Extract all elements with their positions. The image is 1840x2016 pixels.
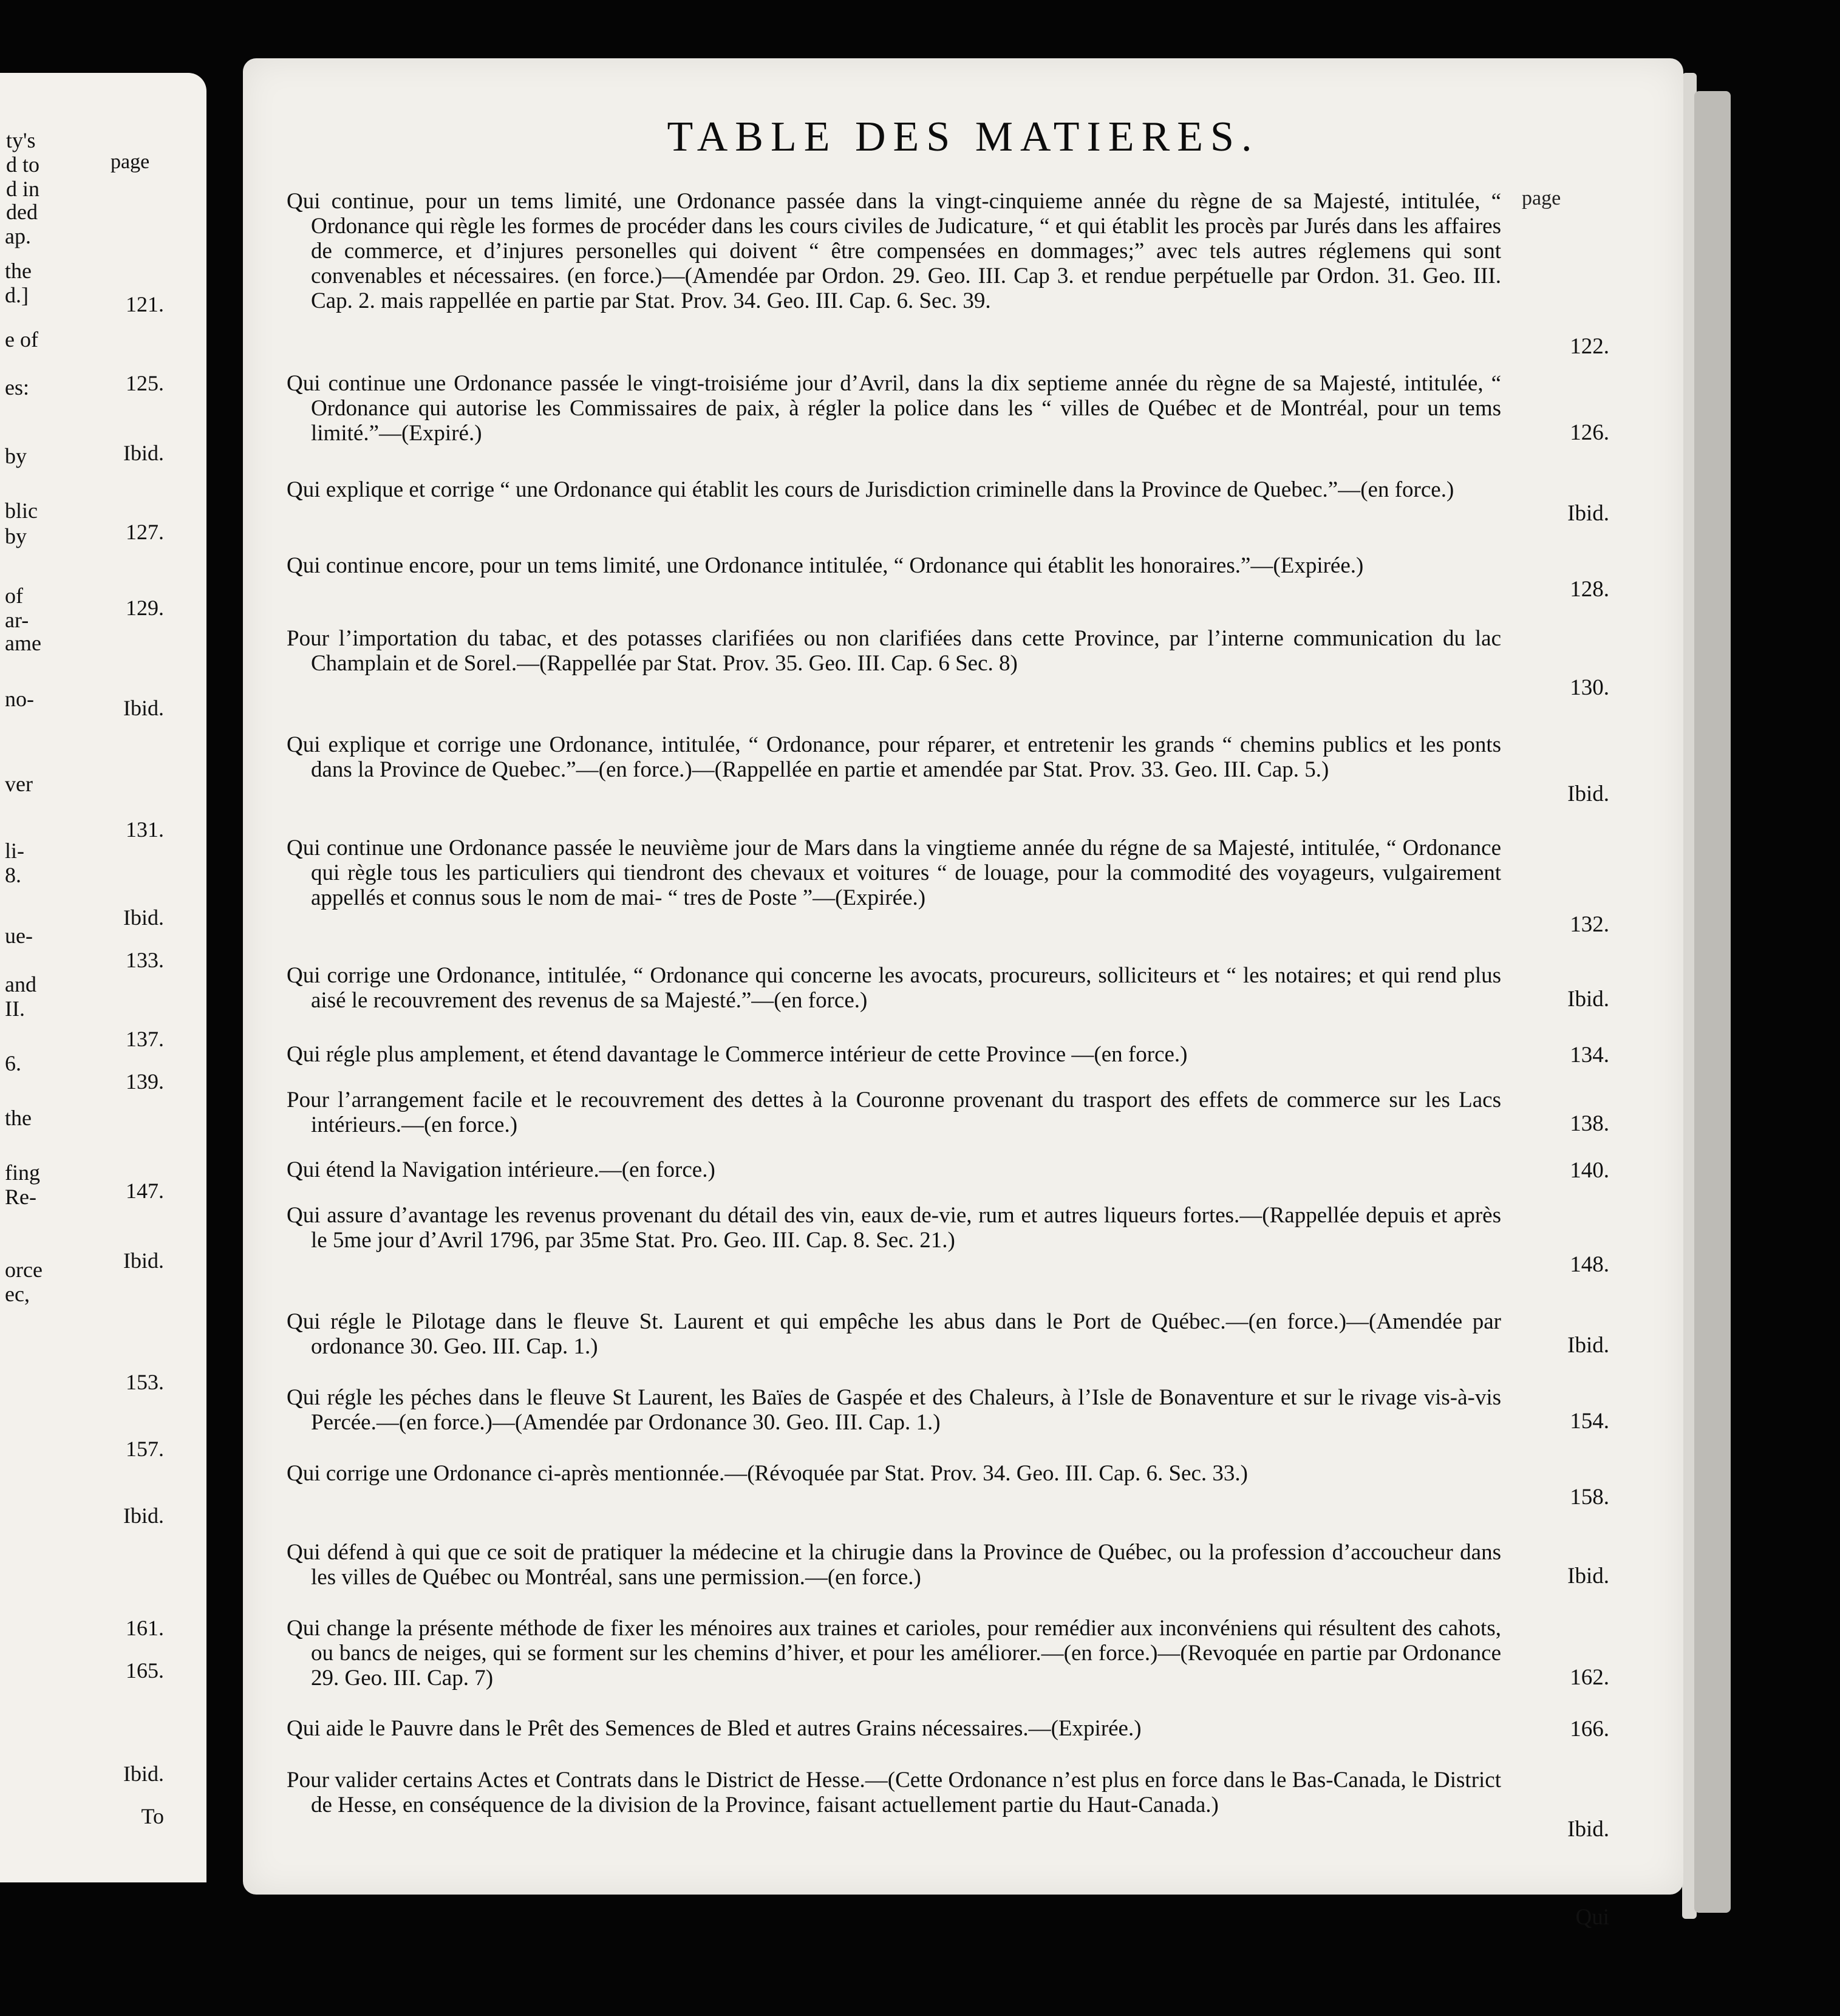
left-page-line: ar- (5, 608, 29, 632)
toc-entry (287, 1042, 1501, 1067)
toc-entry (287, 1616, 1501, 1691)
toc-entry-text: Qui corrige une Ordonance ci-après mentionnée.—(Révoquée par Stat. Prov. 34. Geo. III. Cap. 6. Sec. 33.) (287, 1461, 1248, 1486)
toc-entry (287, 371, 1501, 446)
left-page-number: 165. (126, 1658, 164, 1683)
left-page-number: 153. (126, 1370, 164, 1394)
toc-page-number: Ibid. (1567, 1817, 1609, 1842)
toc-entry (287, 1157, 1501, 1182)
left-page-header-label: page (111, 151, 150, 173)
left-page-line: II. (5, 996, 25, 1021)
toc-entry-text: Qui régle les péches dans le fleuve St Laurent, les Baïes de Gaspée et des Chaleurs, à l’Isle de Bonaventure et sur le rivage vis-à-vis Percée.—(en force.)—(Amendée par Ordonance 30. Geo. III. Cap. 1.) (287, 1385, 1501, 1435)
toc-entry (287, 189, 1501, 313)
left-page-line: no- (5, 687, 34, 711)
left-page-line: ue- (5, 924, 33, 948)
toc-entry-text: Pour l’arrangement facile et le recouvrement des dettes à la Couronne provenant du trasport des effets de commerce sur les Lacs intérieurs.—(en force.) (287, 1088, 1501, 1137)
toc-entry-text: Qui aide le Pauvre dans le Prêt des Semences de Bled et autres Grains nécessaires.—(Expirée.) (287, 1716, 1142, 1741)
left-page-line: Re- (5, 1185, 36, 1209)
toc-page-number: 126. (1570, 420, 1609, 445)
left-page-line: ame (5, 631, 41, 655)
left-page-line: ded (6, 200, 38, 224)
page-column-header: page (1522, 187, 1561, 209)
toc-page-number: 138. (1570, 1111, 1609, 1136)
toc-page-number: 148. (1570, 1252, 1609, 1277)
toc-page-number: 132. (1570, 912, 1609, 937)
left-page-number: Ibid. (123, 1503, 164, 1528)
toc-entry-text: Qui continue une Ordonance passée le vingt-troisiéme jour d’Avril, dans la dix septieme année du règne de sa Majesté, intitulée, “ Ordonance qui autorise les Commissaires de paix, à régler la police dans les “ villes de Québec et de Montréal, pour un tems limité.”—(Expiré.) (287, 371, 1501, 446)
left-page-number: Ibid. (123, 696, 164, 720)
toc-entry-text: Qui régle plus amplement, et étend davantage le Commerce intérieur de cette Province —(en force.) (287, 1042, 1188, 1067)
left-page-line: of (5, 584, 23, 608)
toc-entry (287, 1768, 1501, 1817)
toc-entry-text: Qui continue une Ordonance passée le neuvième jour de Mars dans la vingtieme année du régne de sa Majesté, intitulée, “ Ordonance qui règle tous les particuliers qui tiendront des chevaux et voitures “ de louage, pour la commodité des voyageurs, vulgairement appellés et connus sous le nom de mai- “ tres de Poste ”—(Expirée.) (287, 836, 1501, 910)
toc-page-number: Ibid. (1567, 782, 1609, 806)
toc-entry-text: Qui explique et corrige une Ordonance, intitulée, “ Ordonance, pour réparer, et entretenir les grands “ chemins publics et les ponts dans la Province de Quebec.”—(en force.)—(Rappellée en partie et amendée par Stat. Prov. 33. Geo. III. Cap. 5.) (287, 732, 1501, 782)
toc-entry (287, 1716, 1501, 1741)
toc-entry (287, 553, 1501, 578)
toc-entry (287, 1461, 1501, 1486)
toc-entry-text: Qui régle le Pilotage dans le fleuve St. Laurent et qui empêche les abus dans le Port de Québec.—(en force.)—(Amendée par ordonance 30. Geo. III. Cap. 1.) (287, 1309, 1501, 1359)
toc-entry (287, 1203, 1501, 1253)
toc-entry (287, 1540, 1501, 1590)
toc-entry-text: Qui continue encore, pour un tems limité, une Ordonance intitulée, “ Ordonance qui établit les honoraires.”—(Expirée.) (287, 553, 1364, 578)
table-of-contents-page (243, 58, 1683, 1930)
toc-entry (287, 626, 1501, 676)
book-edge (1694, 91, 1731, 1913)
left-page-line: the (5, 259, 32, 283)
left-page-number: Ibid. (123, 1762, 164, 1786)
toc-entry (287, 1309, 1501, 1359)
left-page-number: Ibid. (123, 905, 164, 930)
toc-page-number: 162. (1570, 1665, 1609, 1690)
toc-entry (287, 1088, 1501, 1137)
left-page-number: Ibid. (123, 441, 164, 465)
toc-entry-text: Pour valider certains Actes et Contrats dans le District de Hesse.—(Cette Ordonance n’est plus en force dans le Bas-Canada, le District de Hesse, en conséquence de la division de la Province, faisant actuellement partie du Haut-Canada.) (287, 1768, 1501, 1817)
left-page-number: 139. (126, 1069, 164, 1094)
left-page-line: and (5, 972, 36, 996)
toc-entry-text: Qui change la présente méthode de fixer les ménoires aux traines et carioles, pour remédier aux inconvéniens qui résultent des cahots, ou bancs de neiges, qui se forment sur les chemins d’hiver, et pour les améliorer.—(en force.)—(Revoquée en partie par Ordonance 29. Geo. III. Cap. 7) (287, 1616, 1501, 1691)
left-page-line: orce (5, 1258, 43, 1282)
left-page-line: blic (5, 499, 38, 523)
toc-entry-text: Pour l’importation du tabac, et des potasses clarifiées ou non clarifiées dans cette Province, par l’interne communication du lac Champlain et de Sorel.—(Rappellée par Stat. Prov. 35. Geo. III. Cap. 6 Sec. 8) (287, 626, 1501, 676)
toc-page-number: Ibid. (1567, 501, 1609, 526)
left-page-line: 8. (5, 863, 21, 887)
toc-entry-text: Qui défend à qui que ce soit de pratiquer la médecine et la chirugie dans la Province de Québec, ou la profession d’accoucheur dans les villes de Québec ou Montréal, sans une permission.—(en force.) (287, 1540, 1501, 1590)
toc-entry (287, 1385, 1501, 1435)
toc-entry (287, 732, 1501, 782)
left-page-line: d in (6, 177, 40, 201)
toc-page-number: 154. (1570, 1409, 1609, 1434)
left-page-number: 137. (126, 1027, 164, 1051)
toc-entry-text: Qui assure d’avantage les revenus provenant du détail des vin, eaux de-vie, rum et autres liqueurs fortes.—(Rappellée depuis et après le 5me jour d’Avril 1796, par 35me Stat. Pro. Geo. III. Cap. 8. Sec. 21.) (287, 1203, 1501, 1253)
left-page-number: 121. (126, 292, 164, 316)
left-page-number: 161. (126, 1616, 164, 1640)
left-page-number: 157. (126, 1437, 164, 1461)
left-page-number: 131. (126, 817, 164, 842)
toc-page-number: Ibid. (1567, 1564, 1609, 1589)
toc-page-number: 140. (1570, 1158, 1609, 1183)
left-page-number: To (141, 1804, 164, 1828)
catchword: Qui (1575, 1905, 1609, 1930)
left-page-line: the (5, 1106, 32, 1130)
toc-page-number: 130. (1570, 675, 1609, 700)
left-page-line: ap. (5, 224, 31, 248)
toc-entry-text: Qui explique et corrige “ une Ordonance qui établit les cours de Jurisdiction criminelle dans la Province de Quebec.”—(en force.) (287, 477, 1454, 502)
toc-page-number: 134. (1570, 1043, 1609, 1068)
toc-entry (287, 836, 1501, 910)
left-page-number: 127. (126, 520, 164, 544)
previous-page-fragment (0, 73, 206, 1882)
left-page-number: 133. (126, 948, 164, 972)
left-page-line: d.] (5, 283, 29, 307)
left-page-line: d to (6, 152, 40, 177)
left-page-line: 6. (5, 1051, 21, 1075)
toc-page-number: Ibid. (1567, 1333, 1609, 1358)
left-page-line: es: (5, 375, 29, 400)
left-page-number: 125. (126, 371, 164, 395)
left-page-line: e of (5, 327, 38, 352)
toc-page-number: 166. (1570, 1717, 1609, 1742)
left-page-line: by (5, 524, 27, 548)
left-page-number: 147. (126, 1179, 164, 1203)
toc-entry (287, 477, 1501, 502)
left-page-number: Ibid. (123, 1248, 164, 1273)
left-page-line: by (5, 444, 27, 468)
toc-entry (287, 963, 1501, 1013)
left-page-line: ty's (6, 128, 36, 152)
toc-page-number: 128. (1570, 577, 1609, 602)
left-page-number: 129. (126, 596, 164, 620)
left-page-line: fing (5, 1160, 40, 1185)
left-page-line: li- (5, 839, 24, 863)
toc-entry-text: Qui continue, pour un tems limité, une Ordonance passée dans la vingt-cinquieme année du règne de sa Majesté, intitulée, “ Ordonance qui règle les formes de procéder dans les cours civiles de Judicature, “ et qui établit les procès par Jurés dans les affaires de commerce, et d’injures personelles qui doivent “ être compensées en dommages;” avec tels autres réglemens qui sont convenables et nécessaires. (en force.)—(Amendée par Ordon. 29. Geo. III. Cap 3. et rendue perpétuelle par Ordon. 31. Geo. III. Cap. 2. mais rappellée en partie par Stat. Prov. 34. Geo. III. Cap. 6. Sec. 39. (287, 189, 1501, 313)
page-title: TABLE DES MATIERES. (667, 114, 1259, 160)
toc-page-number: Ibid. (1567, 987, 1609, 1012)
toc-entry-text: Qui corrige une Ordonance, intitulée, “ Ordonance qui concerne les avocats, procureurs, solliciteurs et “ les notaires; et qui rend plus aisé le recouvrement des revenus de sa Majesté.”—(en force.) (287, 963, 1501, 1013)
toc-page-number: 158. (1570, 1485, 1609, 1510)
left-page-line: ec, (5, 1282, 30, 1306)
toc-page-number: 122. (1570, 334, 1609, 359)
left-page-line: ver (5, 772, 33, 796)
toc-entry-text: Qui étend la Navigation intérieure.—(en force.) (287, 1157, 715, 1182)
